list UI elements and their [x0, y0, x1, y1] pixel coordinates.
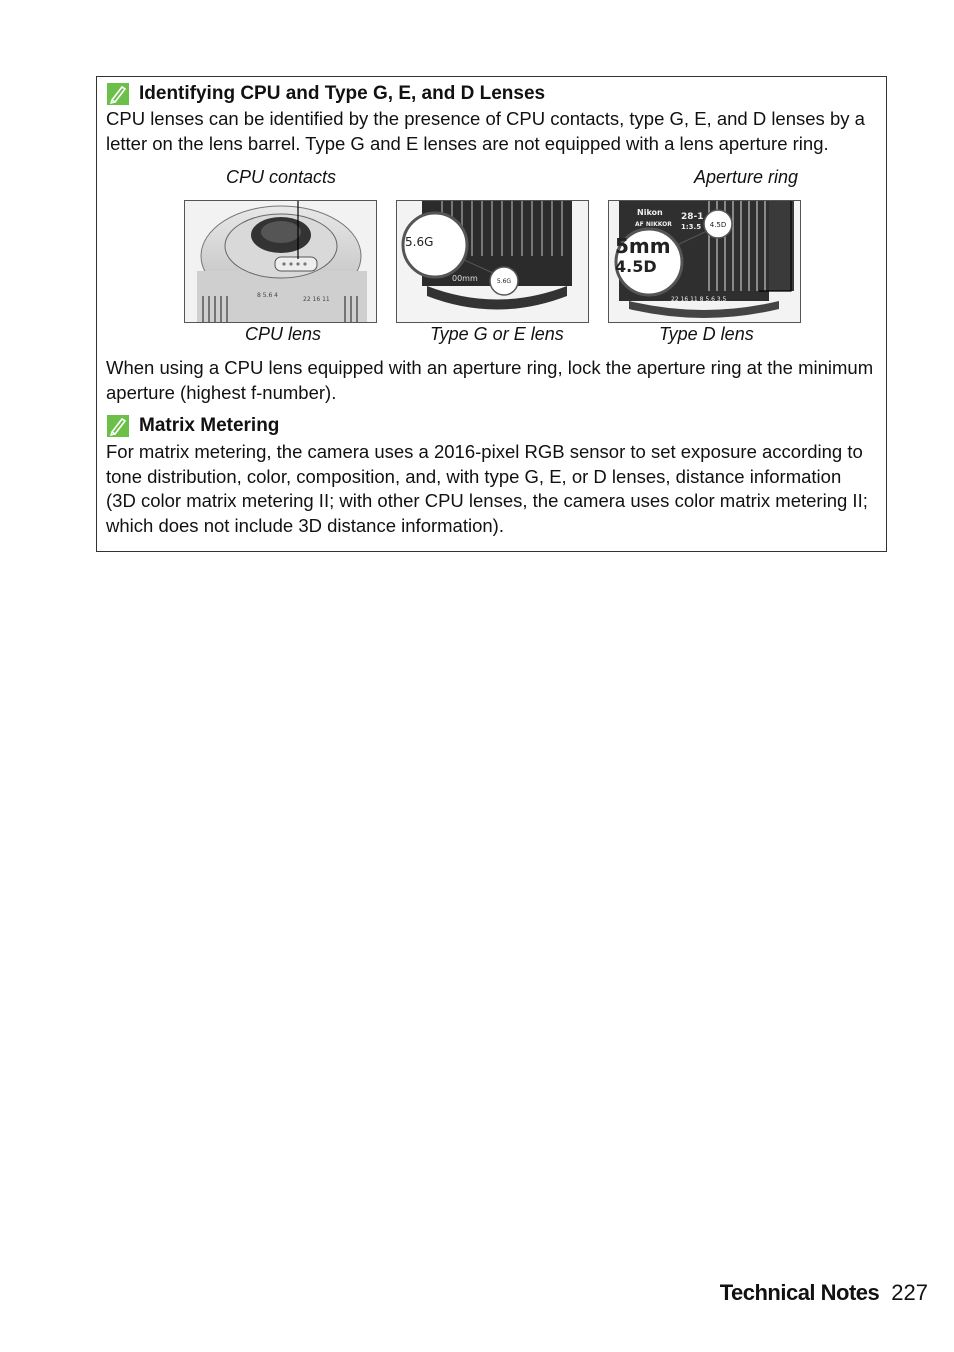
svg-text:8 5.6 4: 8 5.6 4	[257, 292, 278, 299]
type-g-lens-image	[396, 200, 589, 323]
svg-text:22 16 11: 22 16 11	[303, 296, 330, 303]
lens-d-barrel-line: AF NIKKOR	[635, 221, 672, 228]
caption-cpu-lens: CPU lens	[245, 324, 322, 344]
lens-d-focal: 28-1	[681, 212, 704, 222]
note2-heading	[107, 415, 279, 437]
caption-type-g-lens: Type G or E lens	[430, 324, 564, 344]
lens-d-brand: Nikon	[637, 208, 663, 217]
footer-section-title: Technical Notes	[719, 1280, 880, 1305]
aperture-lock-paragraph: When using a CPU lens equipped with an aperture ring, lock the aperture ring at the minimum aperture (highest f-number).	[106, 357, 874, 403]
lens-g-small-label: 5.6G	[496, 278, 512, 285]
lens-d-ring-scale: 22 16 11 8 5.6 3.5	[671, 296, 727, 303]
caption-type-d-lens: Type D lens	[659, 324, 754, 344]
callout-aperture-ring: Aperture ring	[694, 167, 799, 187]
cpu-lens-image	[184, 200, 377, 323]
note1-heading	[107, 83, 545, 105]
type-d-lens-image	[608, 200, 801, 323]
note2-body: For matrix metering, the camera uses a 2016-pixel RGB sensor to set exposure according to tone distribution, color, composition, and, with type G, E, or D lenses, distance information (3D color matrix metering II; with other CPU lenses, the camera uses color matrix metering II; which does not include 3D distance information).	[106, 441, 868, 536]
note1-title: Identifying CPU and Type G, E, and D Lenses	[139, 83, 546, 104]
page-number: 227	[891, 1280, 928, 1305]
note2-title: Matrix Metering	[139, 415, 280, 436]
lens-d-zoom-label-top: 5mm	[615, 234, 671, 258]
lens-d-zoom-label-bottom: 4.5D	[615, 257, 657, 276]
lens-d-aperture: 1:3.5	[681, 223, 702, 231]
note1-body: CPU lenses can be identified by the presence of CPU contacts, type G, E, and D lenses by a letter on the lens barrel. Type G and E lenses are not equipped with a lens aperture ring.	[106, 108, 865, 154]
lens-g-barrel-text: 00mm	[452, 274, 478, 283]
notes-box	[96, 76, 887, 552]
pencil-note-icon	[107, 83, 129, 105]
lens-g-zoom-label: 5.6G	[405, 235, 434, 249]
lens-d-small-label: 4.5D	[709, 221, 727, 229]
pencil-note-icon	[107, 415, 129, 437]
page-footer	[720, 1280, 928, 1306]
callout-cpu-contacts: CPU contacts	[226, 167, 337, 187]
